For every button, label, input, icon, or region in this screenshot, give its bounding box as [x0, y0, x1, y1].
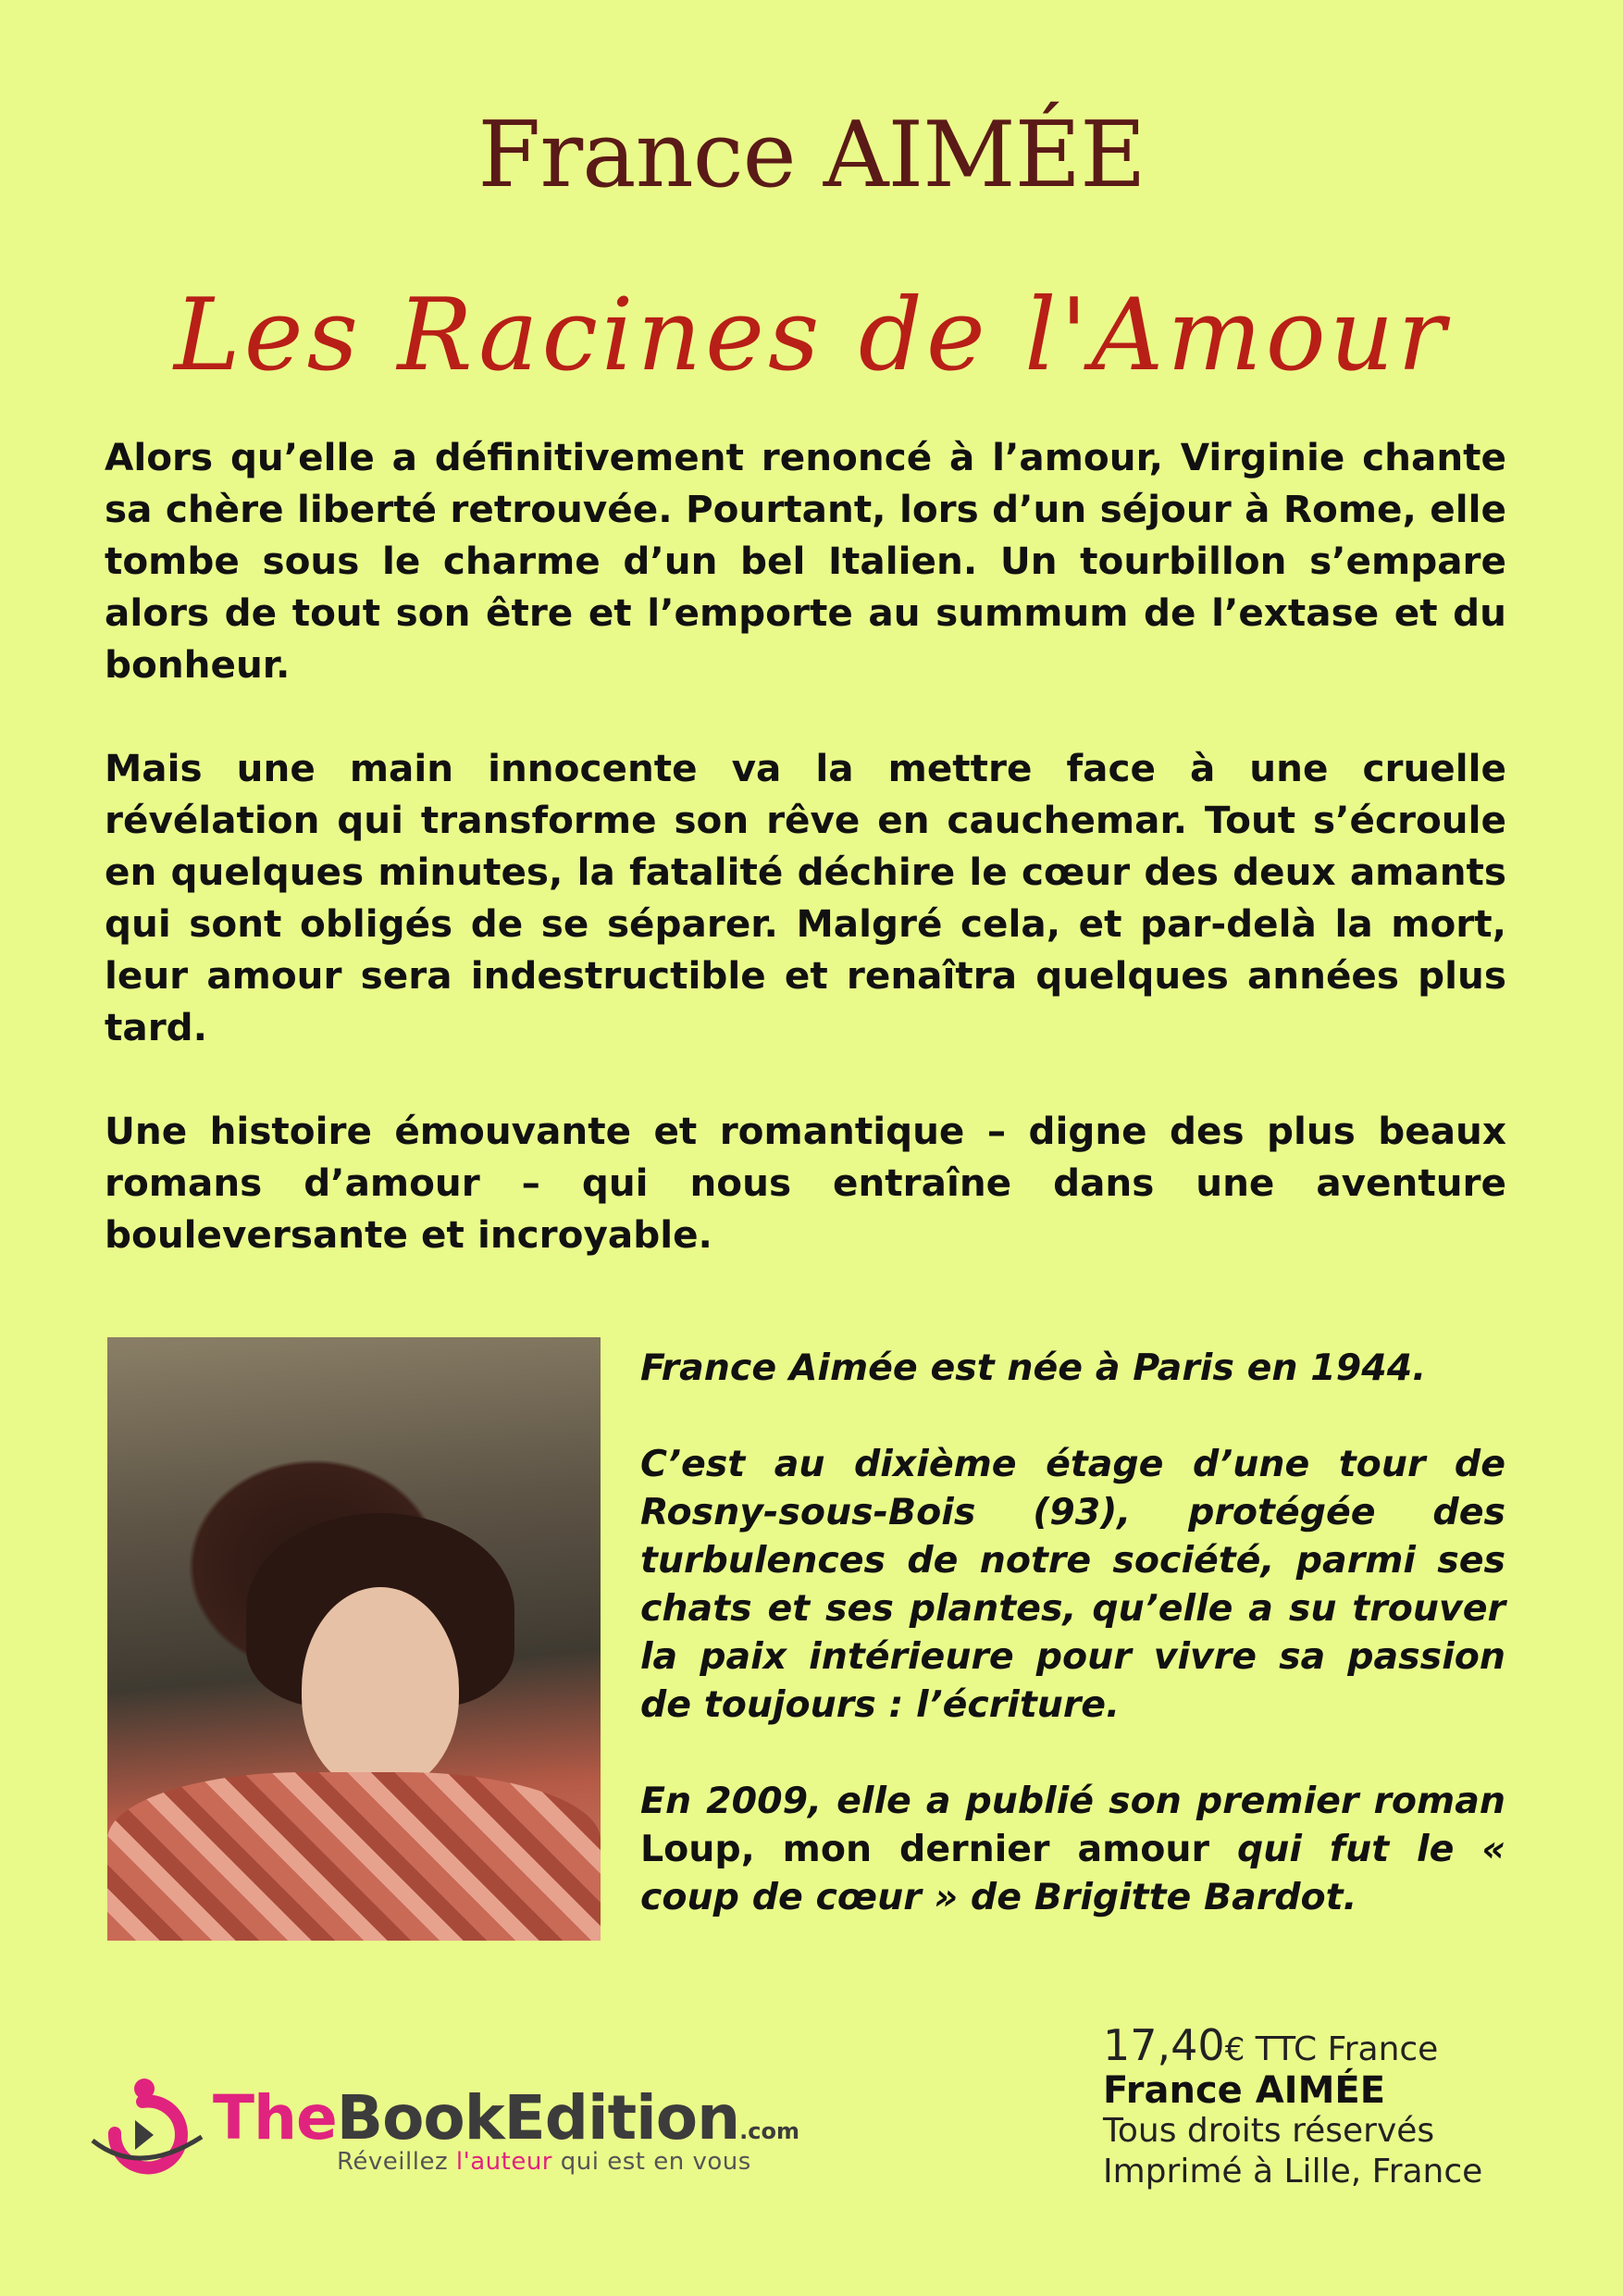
publisher-name-com: .com [739, 2118, 799, 2144]
tagline-start: Réveillez [337, 2148, 449, 2176]
colophon-author: France AIMÉE [1103, 2069, 1386, 2112]
bio-paragraph-2: C’est au dixième étage d’une tour de Rosny-sous-Bois (93), protégée des turbulences de notre société, parmi ses chats et ses plantes, qu’elle a su trouver la paix intérieure pour vivre sa passion de toujours : l’écriture. [640, 1443, 1505, 1726]
price-line [1103, 2020, 1584, 2070]
colophon [1103, 2020, 1584, 2192]
colophon-printed: Imprimé à Lille, France [1103, 2153, 1483, 2191]
photo-shirt-shape [107, 1772, 601, 1941]
author-photo [107, 1337, 601, 1941]
book-title-heading: Les Racines de l'Amour [173, 278, 1450, 393]
publisher-logo-icon [89, 2076, 204, 2187]
publisher-name-the: The [213, 2082, 337, 2153]
price-note: TTC France [1255, 2030, 1439, 2068]
synopsis [105, 431, 1506, 1312]
author-bio [640, 1344, 1505, 1969]
bio-book-title: Loup, mon dernier amour [640, 1828, 1210, 1870]
bio-paragraph-3-start: En 2009, elle a publié son premier roman [640, 1780, 1505, 1822]
author-name-heading: France AIMÉE [477, 103, 1146, 208]
photo-face-shape [302, 1587, 459, 1791]
synopsis-paragraph-1: Alors qu’elle a définitivement renoncé à l’amour, Virginie chante sa chère liberté retrouvée. Pourtant, lors d’un séjour à Rome, elle tombe sous le charme d’un bel Italien. Un tourbillon s’empare alors de tout son être et l’emporte au summum de l’extase et du bonheur. [105, 435, 1506, 687]
price-currency: € [1224, 2031, 1245, 2068]
bio-paragraph-3 [640, 1777, 1505, 1921]
colophon-rights: Tous droits réservés [1103, 2112, 1435, 2150]
bio-paragraph-3-end: qui fut le « coup de cœur » de Brigitte Bardot. [640, 1828, 1505, 1918]
publisher-logo [89, 2076, 829, 2187]
publisher-name-edition: Edition [503, 2082, 740, 2153]
publisher-tagline [337, 2148, 751, 2176]
tagline-end: qui est en vous [560, 2148, 751, 2176]
bio-paragraph-1: France Aimée est née à Paris en 1944. [640, 1347, 1427, 1389]
price-value: 17,40 [1103, 2020, 1225, 2070]
tagline-highlight: l'auteur [455, 2148, 552, 2176]
synopsis-paragraph-2: Mais une main innocente va la mettre face à une cruelle révélation qui transforme son rêve en cauchemar. Tout s’écroule en quelques minutes, la fatalité déchire le cœur des deux amants qui sont obligés de se séparer. Malgré cela, et par-delà la mort, leur amour sera indestructible et renaîtra quelques années plus tard. [105, 746, 1506, 1049]
synopsis-paragraph-3: Une histoire émouvante et romantique – digne des plus beaux romans d’amour – qui nous entraîne dans une aventure bouleversante et incroyable. [105, 1109, 1506, 1257]
publisher-name-book: Book [336, 2082, 504, 2153]
